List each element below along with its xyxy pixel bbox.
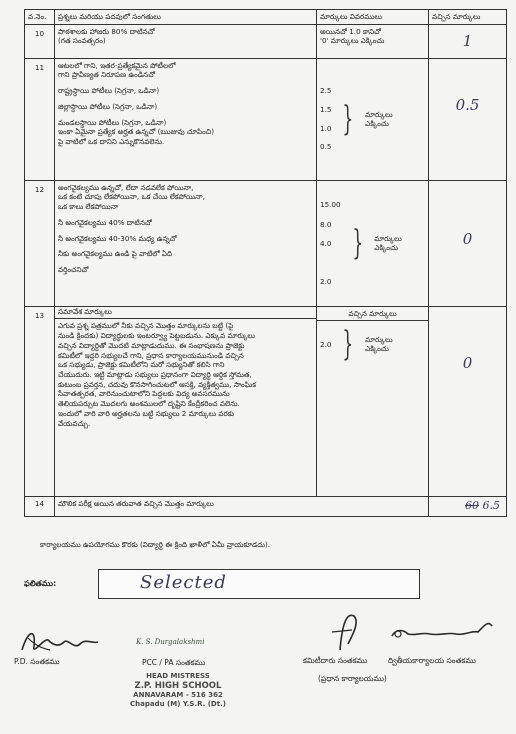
marks-subheader: వచ్చిన మార్కులు <box>317 307 428 322</box>
row-line: గాని ప్రావీణ్యత నిరూపణ ఉండినచో <box>58 70 155 80</box>
pd-signature-scribble <box>14 620 104 662</box>
marks-line: అయినచో 1.0 కానిచో <box>320 26 381 36</box>
brace-icon: } <box>342 324 354 365</box>
row-line: ఒక కంటి చూపు లేకపోయినా, ఒక చేయి లేకపోయినా, <box>58 192 205 202</box>
row-marks-info <box>317 24 429 58</box>
awarded-mark: 0 <box>429 306 507 496</box>
pcc-signature-name: K. S. Durgalakshmi <box>136 638 205 646</box>
row-line: వేయవచ్చు. <box>58 418 91 428</box>
pcc-signature-label: PCC / PA సంతకము <box>142 658 206 667</box>
marks-table <box>24 9 507 517</box>
row-number: 14 <box>25 496 55 516</box>
row-line: నీ అంగవైకల్యము 40% దాటినచో <box>58 217 152 227</box>
row-line: వచ్చిన విద్యార్థితో మొదటి మాట్లాడుదుము. ఈ సంభాషణను ప్రాజెక్టు <box>58 340 245 350</box>
table-header-row <box>25 10 507 25</box>
row-description <box>55 58 317 180</box>
stamp-line: ANNAVARAM - 516 362 <box>133 691 223 700</box>
marks-brace-group <box>320 86 425 152</box>
marks-value: 4.0 <box>320 239 332 249</box>
marks-label: ఎక్కించు <box>365 344 389 354</box>
stamp-line: Chapadu (M) Y.S.R. (Dt.) <box>130 700 226 709</box>
header-awarded: వచ్చిన మార్కులు <box>429 10 507 25</box>
table-row <box>25 306 507 496</box>
marks-value: 15.00 <box>320 199 341 209</box>
stamp-line: Z.P. HIGH SCHOOL <box>134 680 222 691</box>
result-label: ఫలితము: <box>24 579 57 588</box>
row-line: ఒక కాలు లేకపోయినా <box>58 202 119 212</box>
office-use-note: కార్యాలయము ఉపయోగము కొరకు (విద్యార్థి ఈ క్రింది ఖాళీలో ఏమీ వ్రాయకూడదు). <box>40 540 271 549</box>
awarded-mark: 6.5 <box>482 498 500 512</box>
awarded-mark: 1 <box>429 24 507 58</box>
row-line: నీకు అంగవైకల్యము ఉండి పై వాటిలో ఏది <box>58 249 173 259</box>
row-line: ఇందులో వారి వారి అర్హతలను బట్టి సభ్యులు 2 మార్కులు వరకు <box>58 408 234 418</box>
marks-value: 0.5 <box>320 142 332 152</box>
row-number: 12 <box>25 180 55 306</box>
result-value: Selected <box>140 572 227 593</box>
row-line: రాష్ట్రస్థాయి పోటీలు (సెగ్రనా, ఒడినా) <box>58 86 160 96</box>
marks-value: 1.5 <box>320 105 332 114</box>
brace-icon: } <box>351 223 363 264</box>
row-description <box>55 24 317 58</box>
row-line: నీ అంగవైకల్యము 40-30% మధ్య ఉన్నచో <box>58 233 177 243</box>
row-line: ఒక సభ్యుడు, ప్రాజెక్టు కమిటీలోని మరో సభ్యునితో కలిసి గాని <box>58 360 225 370</box>
row-number: 13 <box>25 306 55 496</box>
marks-label: ఎక్కించు <box>374 243 398 253</box>
stamp-line: HEAD MISTRESS <box>146 672 210 680</box>
row-line: అంగవైకల్యము ఉన్నచో, లేదా నడవలేక పోయినా, <box>58 182 194 192</box>
marks-value: 2.0 <box>320 276 332 286</box>
row-description: మౌలిక పరీక్ష అయిన తరువాత వచ్చిన మొత్తం మార్కులు <box>55 496 429 516</box>
row-description <box>55 306 317 496</box>
row-title: సమావేశ మార్కులు <box>55 307 316 320</box>
row-line: వర్తించనిచో <box>58 265 89 275</box>
marks-value: 2.5 <box>320 86 332 96</box>
row-line: ఆటలలో గాని, ఇతర-ప్రత్యేకమైన పోటీలలో <box>58 60 176 70</box>
row-line: పై వాటిలో ఒక దానిని ఎన్నుకొనవలెను. <box>58 137 165 147</box>
marks-label: మార్కులు <box>365 334 393 344</box>
header-serial: వ.నెం. <box>25 10 55 25</box>
member-signature-label: కమిటీదారు సంతకము <box>303 656 368 665</box>
row-line: జిల్లాస్థాయి పోటీలు (సెగ్రనా, ఒడినా) <box>58 101 158 111</box>
marks-brace-group <box>320 200 425 287</box>
marks-label: మార్కులు <box>374 233 402 243</box>
row-line: చేయుదురు. ఇట్టి మాట్లాడు సభ్యులు ప్రధానంగా విద్యార్థి ఆర్థిక స్తోమత, <box>58 370 252 380</box>
awarded-total <box>429 496 507 516</box>
row-marks-info <box>317 306 429 496</box>
row-line: పాఠశాలకు హాజరు 80% దాటినచో <box>58 26 155 36</box>
table-row <box>25 496 507 516</box>
row-line: (గత సంవత్సరం) <box>58 36 106 46</box>
row-line: ఇంకా ఏమైనా ప్రత్యేక అర్హత ఉన్నచో (ఋజువు చూపించి) <box>58 127 215 137</box>
header-factor: ప్రశ్నలు మరియు పదవులో సంగతులు <box>55 10 317 25</box>
marks-value: 2.0 <box>320 339 332 349</box>
row-marks-info <box>317 180 429 306</box>
office-signature-label: ద్వితీయకార్యాలయ సంతకము <box>388 656 476 665</box>
row-line: కమిటీలో ఇద్దరి సభ్యులచే గాని, ప్రధాన కార్యాలయమునుండి వచ్చిన <box>58 350 244 360</box>
row-line: కుటుంబ ప్రవర్తన, చదువు కొనసాగించుటలో ఆసక్తి, వ్యక్తిత్వము, సాంఘిక <box>58 379 257 389</box>
row-line: సేవాతత్పరత, వారినుంచుటాలోని పెద్దలకు విద్య అవసరమును <box>58 389 230 399</box>
row-description <box>55 180 317 306</box>
pd-signature-label: P.D. సంతకము <box>14 657 60 666</box>
marks-brace-group <box>317 321 428 367</box>
row-number: 10 <box>25 24 55 58</box>
awarded-mark: 0.5 <box>429 58 507 180</box>
table-row <box>25 24 507 58</box>
row-line: ఎగువ ప్రశ్న పత్రములో నీకు వచ్చిన మొత్తం మార్కులను బట్టి (పై <box>58 321 234 331</box>
marks-line: '0' మార్కులు ఎక్కించు <box>320 36 385 46</box>
awarded-struck: 60 <box>465 498 479 512</box>
table-row <box>25 58 507 180</box>
marks-value: 1.0 <box>320 123 332 133</box>
row-line: తెలియపర్చుట మొదలగు అంశములలో దృష్టిని కేంద్రీకరించ వలెను. <box>58 399 240 409</box>
awarded-mark: 0 <box>429 180 507 306</box>
row-number: 11 <box>25 58 55 180</box>
member-signature-scribble <box>322 606 502 656</box>
school-stamp <box>118 672 238 709</box>
row-line: నుండి క్రిందకు) విద్యార్థులకు ఇంటర్వ్యూ పెట్టబడును. ఎక్కువ మార్కులు <box>58 331 256 341</box>
marks-label: మార్కులు <box>365 109 393 119</box>
table-row <box>25 180 507 306</box>
marks-label: ఎక్కించు <box>365 119 389 129</box>
row-line: మండలస్థాయి పోటీలు (సెగ్రనా, ఒడినా) <box>58 117 167 127</box>
marks-value: 8.0 <box>320 219 332 229</box>
row-marks-info <box>317 58 429 180</box>
office-signature-sublabel: (ప్రధాన కార్యాలయము) <box>318 674 387 683</box>
header-marks: మార్కులు వివరములు <box>317 10 429 25</box>
brace-icon: } <box>342 99 354 140</box>
